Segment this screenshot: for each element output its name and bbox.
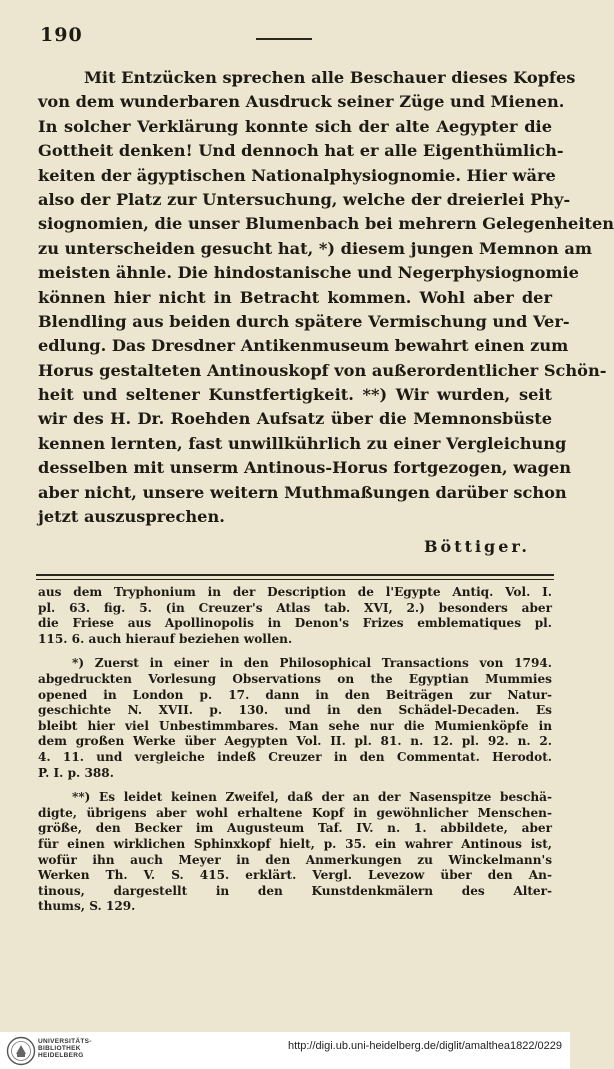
footnote-line: 115. 6. auch hierauf beziehen wollen.: [38, 631, 293, 646]
footnote-line: digte, übrigens aber wohl erhaltene Kopf in gewöhnlicher Menschen-: [38, 805, 552, 820]
text-line: zu unterscheiden gesucht hat, *) diesem jungen Memnon am: [38, 238, 592, 258]
text-line: edlung. Das Dresdner Antikenmuseum bewahrt einen zum: [38, 336, 569, 356]
footnote-line: geschichte N. XVII. p. 130. und in den Schädel-Decaden. Es: [38, 703, 552, 718]
text-line: jetzt auszusprechen.: [38, 507, 225, 527]
university-seal-icon: [6, 1036, 36, 1066]
footnote-line: Werken Th. V. S. 415. erklärt. Vergl. Levezow über den An-: [38, 868, 552, 883]
text-line: Mit Entzücken sprechen alle Beschauer dieses Kopfes: [84, 68, 576, 87]
footnote-line: größe, den Becker im Augusteum Taf. IV. n. 1. abbildete, aber: [38, 821, 552, 836]
text-line: aber nicht, unsere weitern Muthmaßungen darüber schon: [38, 482, 567, 502]
footnote-line: *) Zuerst in einer in den Philosophical Transactions von 1794.: [72, 656, 552, 671]
footnote-line: **) Es leidet keinen Zweifel, daß der an der Nasenspitze beschä-: [72, 790, 552, 805]
footnote-line: thums, S. 129.: [38, 899, 136, 914]
text-line: also der Platz zur Untersuchung, welche der dreierlei Phy-: [38, 189, 571, 209]
footnote-line: opened in London p. 17. dann in den Beiträgen zur Natur-: [38, 687, 552, 702]
author-signature: Böttiger.: [424, 537, 530, 556]
footnote-rule: [36, 574, 554, 576]
footnote-line: für einen wirklichen Sphinxkopf hielt, p. 35. ein wahrer Antinous ist,: [38, 836, 552, 851]
footnote-line: aus dem Tryphonium in der Description de l'Egypte Antiq. Vol. I.: [38, 585, 552, 599]
footnote-rule-thin: [36, 579, 554, 580]
footnotes: [38, 585, 552, 915]
footnote-line: 4. 11. und vergleiche indeß Creuzer in den Commentat. Herodot.: [38, 749, 552, 764]
footnote-line: tinous, dargestellt in den Kunstdenkmälern des Alter-: [38, 883, 552, 898]
text-line: von dem wunderbaren Ausdruck seiner Züge und Mienen.: [38, 92, 565, 112]
footnote-line: die Friese aus Apollinopolis in Denon's Frizes emblematiques pl.: [38, 616, 552, 631]
text-line: kennen lernten, fast unwillkührlich zu einer Vergleichung: [38, 433, 567, 453]
footnote-line: abgedruckten Vorlesung Observations on the Egyptian Mummies: [38, 671, 552, 686]
library-name: UNIVERSITÄTS- BIBLIOTHEK HEIDELBERG: [38, 1038, 92, 1059]
text-line: können hier nicht in Betracht kommen. Wohl aber der: [38, 287, 552, 307]
header-rule: [256, 38, 312, 40]
text-line: Horus gestalteten Antinouskopf von außerordentlicher Schön-: [38, 360, 607, 380]
text-line: meisten ähnle. Die hindostanische und Negerphysiognomie: [38, 263, 579, 283]
text-line: siognomien, die unser Blumenbach bei mehrern Gelegenheiten: [38, 214, 614, 234]
footnote-gap: [38, 647, 552, 656]
footnote-line: wofür ihn auch Meyer in den Anmerkungen zu Winckelmann's: [38, 852, 552, 867]
text-line: In solcher Verklärung konnte sich der alte Aegypter die: [38, 116, 552, 136]
footnote-gap: [38, 781, 552, 790]
text-line: Gottheit denken! Und dennoch hat er alle Eigenthümlich-: [38, 141, 564, 161]
library-footer: [0, 1032, 570, 1069]
page-number: 190: [40, 24, 83, 46]
main-text: [38, 66, 614, 529]
text-line: heit und seltener Kunstfertigkeit. **) Wir wurden, seit: [38, 385, 552, 405]
footnote-line: bleibt hier viel Unbestimmbares. Man sehe nur die Mumienköpfe in: [38, 718, 552, 733]
source-url[interactable]: http://digi.ub.uni-heidelberg.de/diglit/amalthea1822/0229: [288, 1040, 562, 1052]
footnote-line: P. I. p. 388.: [38, 765, 114, 780]
footnote-line: pl. 63. fig. 5. (in Creuzer's Atlas tab. XVI, 2.) besonders aber: [38, 600, 552, 615]
text-line: keiten der ägyptischen Nationalphysiognomie. Hier wäre: [38, 165, 556, 185]
footnote-line: dem großen Werke über Aegypten Vol. II. pl. 81. n. 12. pl. 92. n. 2.: [38, 734, 552, 749]
text-line: desselben mit unserm Antinous-Horus fortgezogen, wagen: [38, 458, 572, 478]
text-line: Blendling aus beiden durch spätere Vermischung und Ver-: [38, 311, 570, 331]
text-line: wir des H. Dr. Roehden Aufsatz über die Memnonsbüste: [38, 409, 552, 429]
